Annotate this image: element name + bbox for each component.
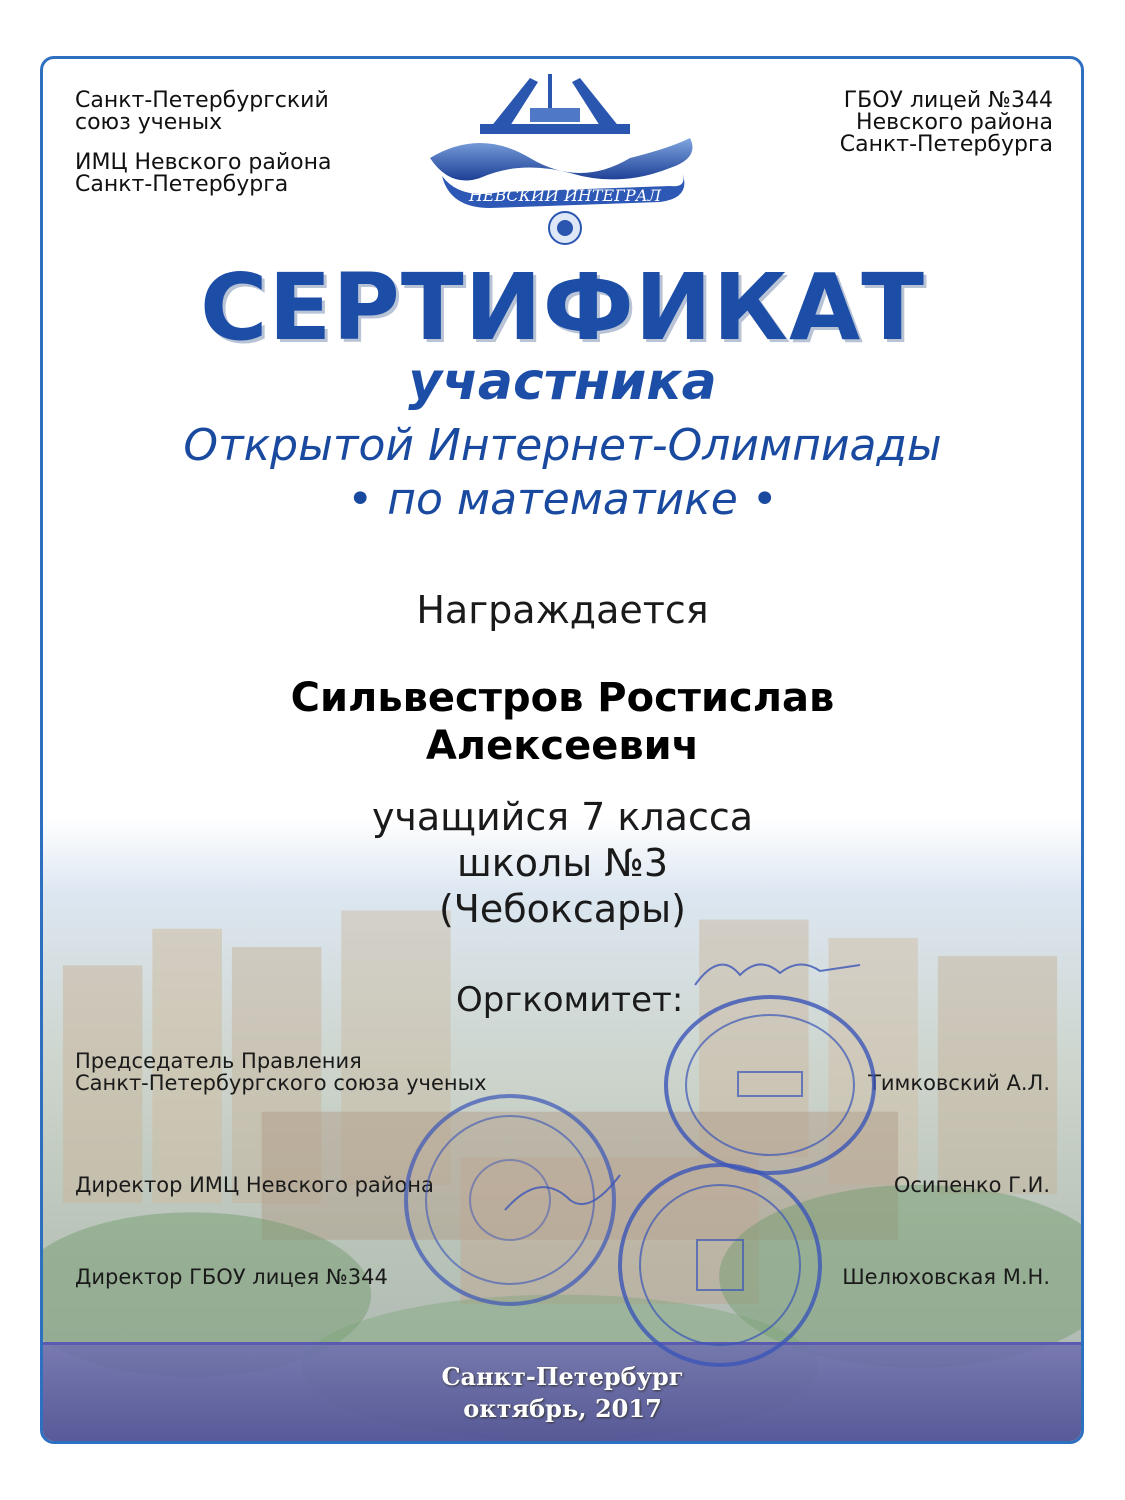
left-org-1-line2: союз ученых xyxy=(75,110,223,135)
left-org-1 xyxy=(75,90,329,134)
signature-mark-2 xyxy=(500,1160,640,1224)
right-org xyxy=(840,90,1053,156)
recipient-name xyxy=(0,674,1125,770)
footer-date: октябрь, 2017 xyxy=(463,1394,662,1423)
signatory-title-1-line1: Председатель Правления xyxy=(75,1049,362,1073)
signatory-title-2: Директор ИМЦ Невского района xyxy=(75,1173,434,1197)
recipient-name-line1: Сильвестров Ростислав xyxy=(290,675,835,721)
awarded-label: Награждается xyxy=(416,588,709,632)
left-org-2 xyxy=(75,152,331,196)
footer-city: Санкт-Петербург xyxy=(441,1362,684,1391)
nevsky-integral-logo xyxy=(420,68,710,248)
recipient-grade xyxy=(0,794,1125,932)
certificate-subtitle-olympiad: Открытой Интернет-Олимпиады xyxy=(183,420,942,471)
signatory-title-3: Директор ГБОУ лицея №344 xyxy=(75,1265,388,1289)
signatory-title-1-line2: Санкт-Петербургского союза ученых xyxy=(75,1071,487,1095)
grade-line3: (Чебоксары) xyxy=(438,887,687,931)
signatory-person-3: Шелюховская М.Н. xyxy=(842,1265,1050,1289)
round-stamp-bottom xyxy=(615,1160,825,1374)
svg-text:НЕВСКИЙ ИНТЕГРАЛ: НЕВСКИЙ ИНТЕГРАЛ xyxy=(468,186,662,205)
grade-line1: учащийся 7 класса xyxy=(371,795,754,839)
committee-label: Оргкомитет: xyxy=(456,980,684,1020)
left-org-2-line1: ИМЦ Невского района xyxy=(75,150,332,175)
recipient-name-line2: Алексеевич xyxy=(425,723,700,769)
right-org-line2: Невского района xyxy=(856,110,1053,135)
round-stamp-top xyxy=(660,990,880,1184)
grade-line2: школы №3 xyxy=(456,841,669,885)
signatory-person-2: Осипенко Г.И. xyxy=(893,1173,1050,1197)
right-org-line1: ГБОУ лицей №344 xyxy=(843,88,1053,113)
footer-band xyxy=(43,1342,1081,1441)
signatory-title-1 xyxy=(75,1050,487,1094)
certificate-title: СЕРТИФИКАТ xyxy=(200,254,925,361)
right-org-line3: Санкт-Петербурга xyxy=(839,132,1053,157)
signatory-person-1: Тимковский А.Л. xyxy=(868,1071,1050,1095)
certificate-subtitle-subject: • по математике • xyxy=(347,474,778,525)
left-org-2-line2: Санкт-Петербурга xyxy=(75,172,289,197)
signature-mark-1 xyxy=(690,945,870,999)
certificate-subtitle-participant: участника xyxy=(408,352,717,412)
left-org-1-line1: Санкт-Петербургский xyxy=(75,88,329,113)
